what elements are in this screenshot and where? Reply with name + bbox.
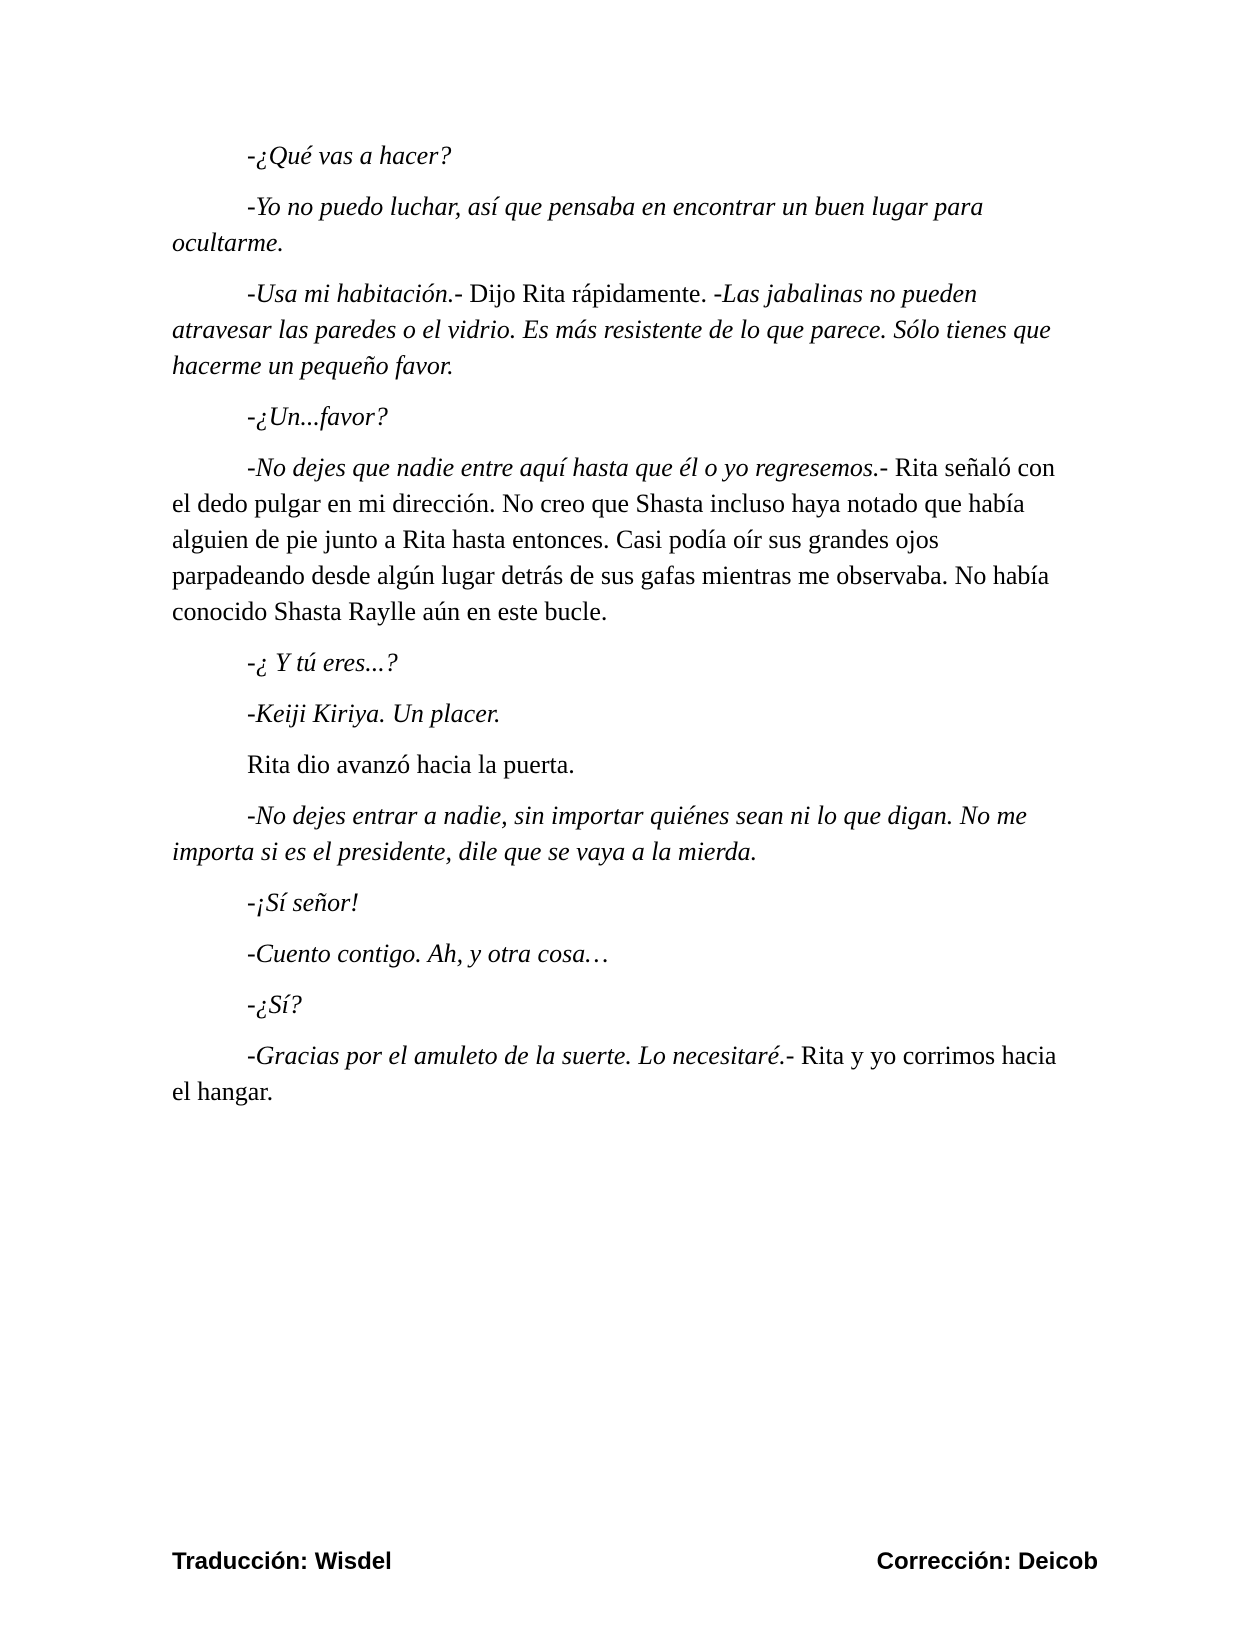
text-run: Dijo Rita rápidamente. bbox=[462, 279, 714, 308]
paragraph bbox=[172, 987, 1074, 1023]
paragraph bbox=[172, 399, 1074, 435]
paragraph bbox=[172, 1038, 1074, 1110]
text-run: -No dejes entrar a nadie, sin importar quiénes sean ni lo que digan. No me importa si es el presidente, dile que se vaya a la mierda. bbox=[172, 801, 1027, 866]
paragraph bbox=[172, 936, 1074, 972]
paragraph bbox=[172, 189, 1074, 261]
text-run: -Gracias por el amuleto de la suerte. Lo necesitaré.- bbox=[247, 1041, 795, 1070]
text-run: Rita y yo corrimos hacia el hangar. bbox=[172, 1041, 1057, 1106]
text-run: Rita dio avanzó hacia la puerta. bbox=[247, 750, 575, 779]
text-run: -Usa mi habitación.- bbox=[247, 279, 463, 308]
footer-translation-credit: Traducción: Wisdel bbox=[172, 1548, 392, 1575]
text-run: Rita señaló con el dedo pulgar en mi dirección. No creo que Shasta incluso haya notado que había alguien de pie junto a Rita hasta entonces. Casi podía oír sus grandes ojos parpadeando desde algún lugar detrás de sus gafas mientras me observaba. No había conocido Shasta Raylle aún en este bucle. bbox=[172, 453, 1055, 626]
text-run: -¿Qué vas a hacer? bbox=[247, 141, 452, 170]
paragraph bbox=[172, 885, 1074, 921]
text-run: -Keiji Kiriya. Un placer. bbox=[247, 699, 501, 728]
paragraph bbox=[172, 138, 1074, 174]
document-body bbox=[172, 138, 1074, 1125]
paragraph bbox=[172, 276, 1074, 384]
paragraph bbox=[172, 450, 1074, 630]
paragraph bbox=[172, 798, 1074, 870]
text-run: -Las jabalinas no pueden atravesar las paredes o el vidrio. Es más resistente de lo que parece. Sólo tienes que hacerme un pequeño favor. bbox=[172, 279, 1051, 380]
paragraph bbox=[172, 747, 1074, 783]
text-run: -No dejes que nadie entre aquí hasta que él o yo regresemos.- bbox=[247, 453, 889, 482]
text-run: -¿Un...favor? bbox=[247, 402, 388, 431]
paragraph bbox=[172, 696, 1074, 732]
text-run: -¿ Y tú eres...? bbox=[247, 648, 398, 677]
text-run: -¿Sí? bbox=[247, 990, 302, 1019]
footer-correction-credit: Corrección: Deicob bbox=[876, 1548, 1098, 1575]
page-footer bbox=[172, 1548, 1098, 1576]
text-run: -¡Sí señor! bbox=[247, 888, 359, 917]
paragraph bbox=[172, 645, 1074, 681]
text-run: -Cuento contigo. Ah, y otra cosa… bbox=[247, 939, 609, 968]
text-run: -Yo no puedo luchar, así que pensaba en encontrar un buen lugar para ocultarme. bbox=[172, 192, 984, 257]
